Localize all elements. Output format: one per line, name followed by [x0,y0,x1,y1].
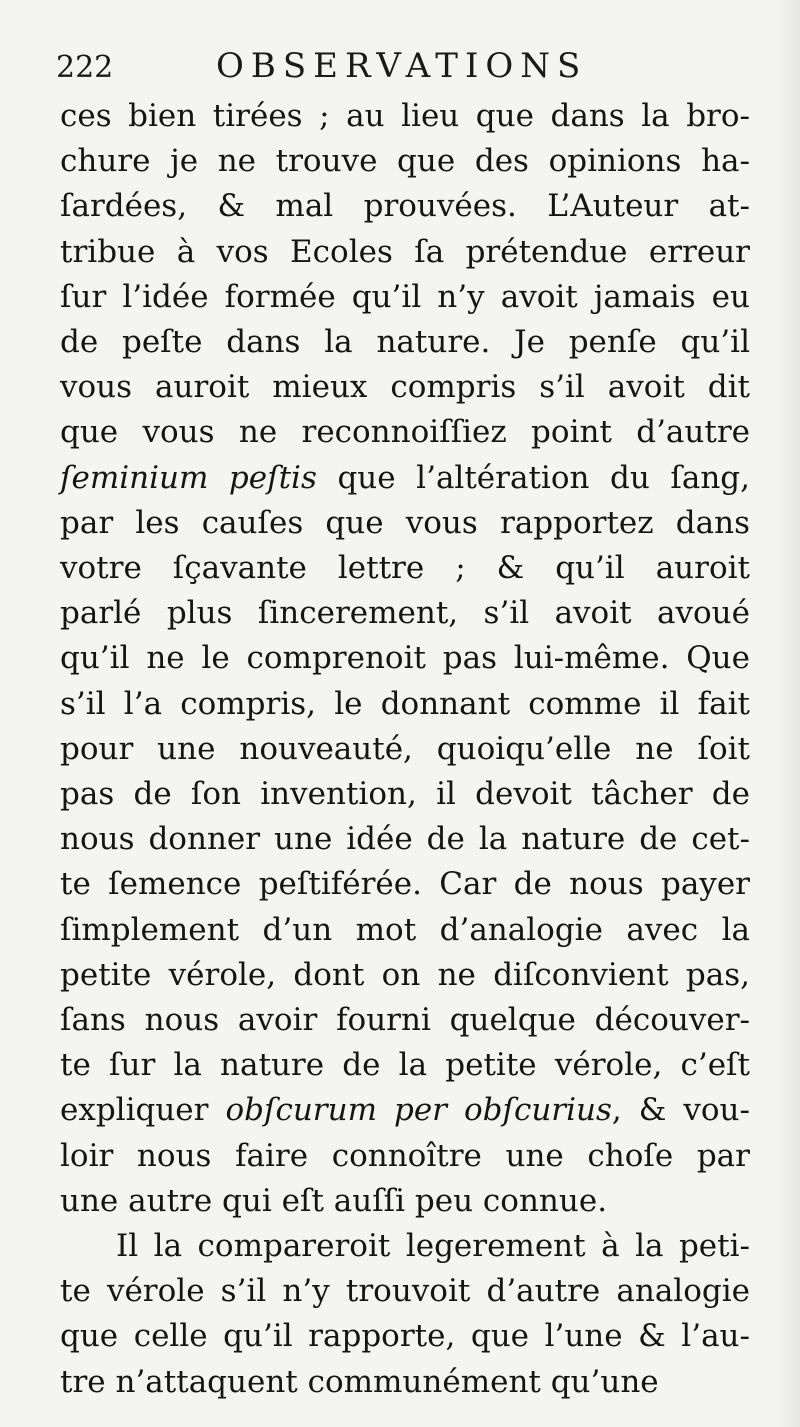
text-segment: par les cauſes que vous rapportez dans [60,504,750,541]
text-line [60,862,750,907]
text-line [60,456,750,501]
text-segment: petite vérole, dont on ne diſconvient pas, [60,956,750,993]
page-number: 222 [56,50,114,85]
running-title: OBSERVATIONS [216,46,588,86]
text-segment: te ſemence peſtiférée. Car de nous payer [60,866,750,903]
text-line [60,908,750,953]
text-line [60,1314,750,1359]
text-segment: tribue à vos Ecoles ſa prétendue erreur [60,233,750,270]
text-line [60,682,750,727]
text-line [60,230,750,275]
text-segment: ces bien tirées ; au lieu que dans la bro- [60,98,750,134]
text-segment: , & vou- [611,1092,750,1129]
text-segment: ſimplement d’un mot d’analogie avec la [60,911,750,948]
page-edge-shadow [774,0,800,1427]
text-segment: ſardées, & mal prouvées. L’Auteur at- [60,188,750,225]
text-segment: pour une nouveauté, quoiqu’elle ne ſoit [60,730,750,767]
text-line [60,1179,750,1224]
text-segment: te ſur la nature de la petite vérole, c’eſt [60,1047,750,1084]
italic-latin-phrase: obſcurum per obſcurius [225,1092,612,1129]
text-line [60,1360,750,1405]
text-segment: ſur l’idée formée qu’il n’y avoit jamais eu [60,278,750,315]
text-segment: nous donner une idée de la nature de cet- [60,821,750,858]
text-segment: Il la compareroit legerement à la peti- [116,1228,750,1265]
text-segment: expliquer [60,1092,226,1129]
text-segment: que vous ne reconnoiſſiez point d’autre [60,414,750,451]
text-line [60,998,750,1043]
text-line [60,591,750,636]
running-head [56,42,776,94]
text-segment: une autre qui eſt auſſi peu connue. [60,1182,608,1219]
body-text [60,94,750,1405]
text-line [60,1269,750,1314]
text-line [60,727,750,772]
text-line [60,1134,750,1179]
text-line [60,636,750,681]
text-segment: tre n’attaquent communément qu’une [60,1363,659,1400]
text-line [60,1088,750,1133]
text-segment: parlé plus ſincerement, s’il avoit avoué [60,595,750,632]
text-segment: loir nous faire connoître une choſe par [60,1137,750,1174]
text-segment: qu’il ne le comprenoit pas lui-même. Que [60,640,750,677]
text-segment: chure je ne trouve que des opinions ha- [60,143,750,180]
text-segment: te vérole s’il n’y trouvoit d’autre analogie [60,1273,750,1310]
italic-latin-phrase: ſeminium peſtis [60,459,317,496]
text-segment: que l’altération du ſang, [316,459,750,496]
text-line [60,772,750,817]
text-line [60,817,750,862]
text-line [60,410,750,455]
text-segment: de peſte dans la nature. Je penſe qu’il [60,324,750,361]
text-line [60,94,750,139]
text-line [60,365,750,410]
text-segment: ſans nous avoir fourni quelque découver- [60,1002,750,1039]
text-segment: vous auroit mieux compris s’il avoit dit [60,369,750,406]
text-line [60,1043,750,1088]
text-segment: s’il l’a compris, le donnant comme il fait [60,685,750,722]
text-line [60,501,750,546]
text-segment: pas de ſon invention, il devoit tâcher de [60,776,750,813]
text-segment: votre ſçavante lettre ; & qu’il auroit [60,550,750,587]
text-line [60,320,750,365]
text-line [60,184,750,229]
text-line [60,546,750,591]
text-line [60,139,750,184]
text-line [60,953,750,998]
text-segment: que celle qu’il rapporte, que l’une & l’au- [60,1318,750,1355]
text-line [60,275,750,320]
text-line [60,1224,750,1269]
